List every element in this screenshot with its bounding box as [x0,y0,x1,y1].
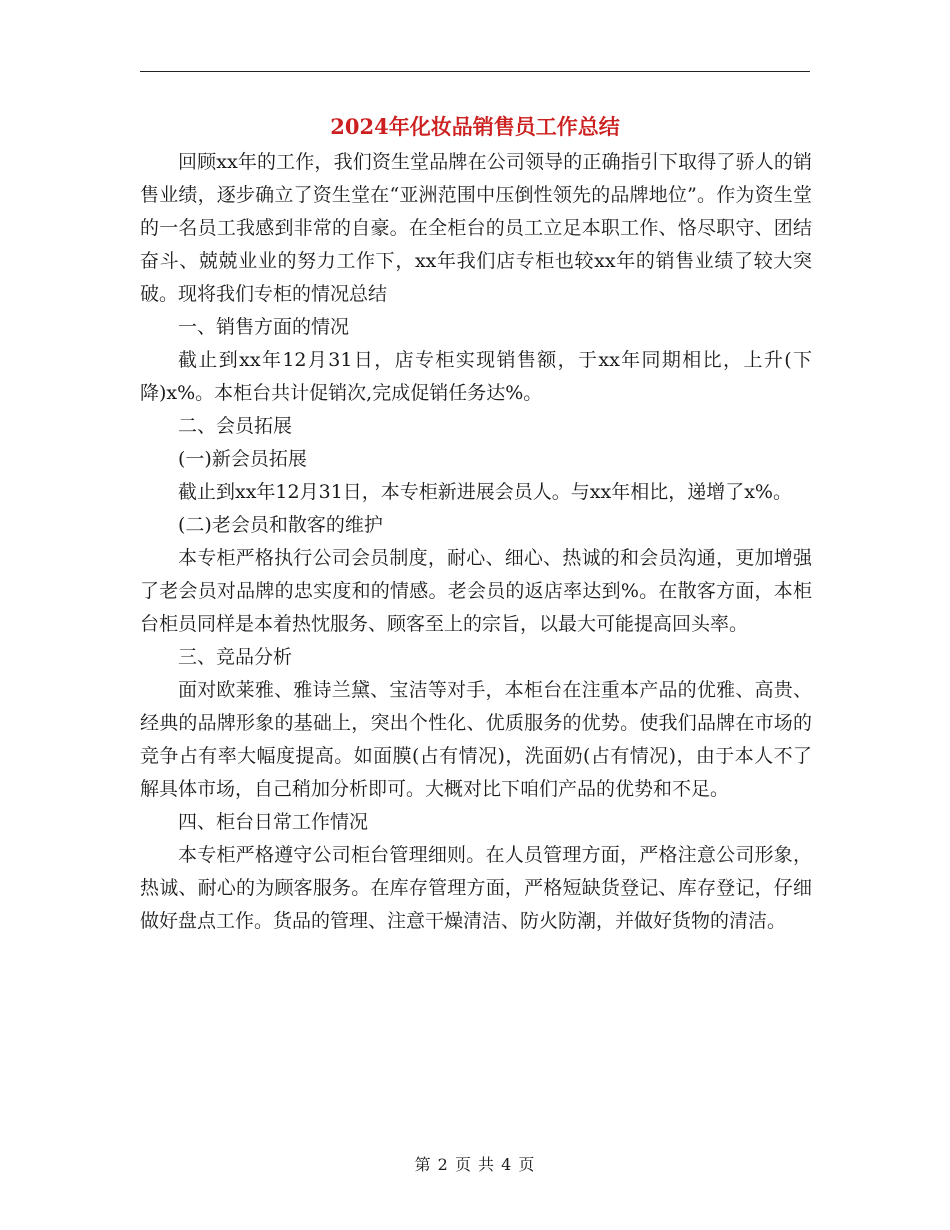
page-number: 第 2 页 共 4 页 [414,1155,536,1174]
subheading-old-members: (二)老会员和散客的维护 [178,514,383,536]
section-heading-sales: 一、销售方面的情况 [178,316,350,338]
section-heading-competitors: 三、竞品分析 [178,646,293,668]
paragraph-old-members: 本专柜严格执行公司会员制度，耐心、细心、热诚的和会员沟通，更加增强了老会员对品牌的忠实度和的情感。老会员的返店率达到%。在散客方面，本柜台柜员同样是本着热忱服务、顾客至上的宗旨，以最大可能提高回头率。 [140,547,812,635]
subheading-new-members: (一)新会员拓展 [178,448,307,470]
header-rule [140,71,810,72]
paragraph-intro: 回顾xx年的工作，我们资生堂品牌在公司领导的正确指引下取得了骄人的销售业绩，逐步确立了资生堂在“亚洲范围中压倒性领先的品牌地位”。作为资生堂的一名员工我感到非常的自豪。在全柜台的员工立足本职工作、恪尽职守、团结奋斗、兢兢业业的努力工作下，xx年我们店专柜也较xx年的销售业绩了较大突破。现将我们专柜的情况总结 [140,151,812,305]
paragraph-competitors: 面对欧莱雅、雅诗兰黛、宝洁等对手，本柜台在注重本产品的优雅、高贵、经典的品牌形象的基础上，突出个性化、优质服务的优势。使我们品牌在市场的竞争占有率大幅度提高。如面膜(占有情况)，洗面奶(占有情况)，由于本人不了解具体市场，自己稍加分析即可。大概对比下咱们产品的优势和不足。 [140,679,812,800]
section-heading-daily-work: 四、柜台日常工作情况 [178,811,369,833]
paragraph-sales: 截止到xx年12月31日，店专柜实现销售额，于xx年同期相比，上升(下降)x%。本柜台共计促销次,完成促销任务达%。 [140,349,812,404]
page-title: 2024年化妆品销售员工作总结 [330,114,620,139]
document-body [140,146,812,938]
section-heading-members: 二、会员拓展 [178,415,293,437]
paragraph-daily-work: 本专柜严格遵守公司柜台管理细则。在人员管理方面，严格注意公司形象，热诚、耐心的为顾客服务。在库存管理方面，严格短缺货登记、库存登记，仔细做好盘点工作。货品的管理、注意干燥清洁、防火防潮，并做好货物的清洁。 [140,844,812,932]
paragraph-new-members: 截止到xx年12月31日，本专柜新进展会员人。与xx年相比，递增了x%。 [178,481,792,503]
